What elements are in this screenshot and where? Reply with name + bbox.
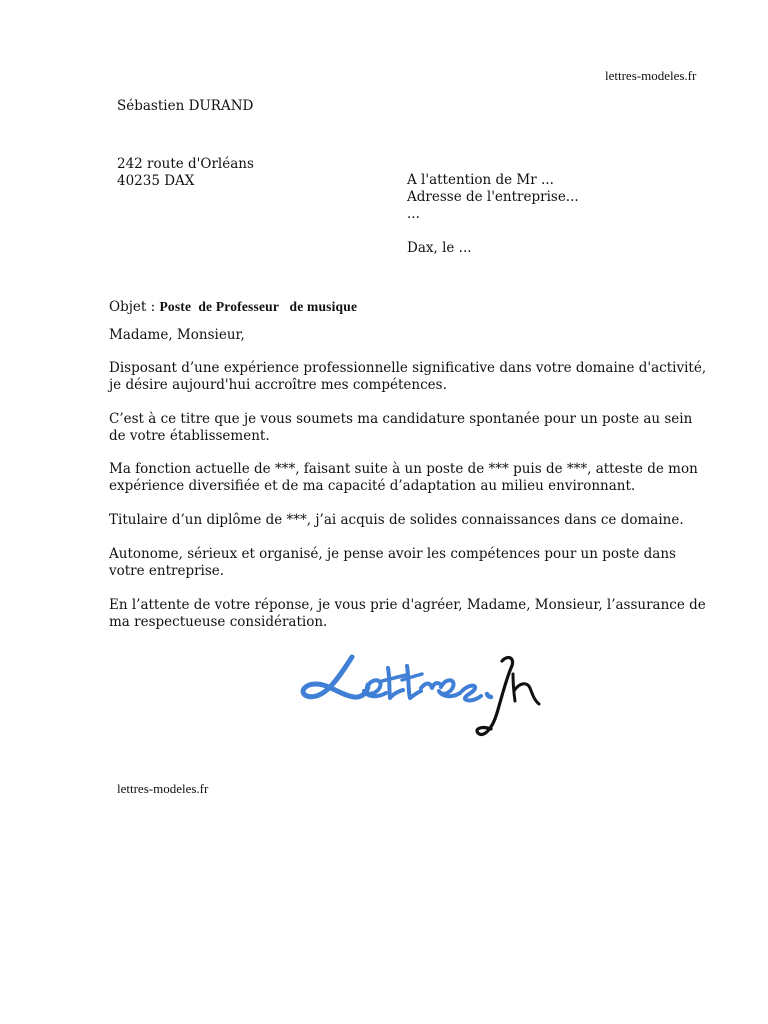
paragraph-candidature: C’est à ce titre que je vous soumets ma candidature spontanée pour un poste au sein de votre établissement. xyxy=(109,411,693,444)
recipient-extra-line: ... xyxy=(407,206,420,222)
paragraph-fonction: Ma fonction actuelle de ***, faisant suite à un poste de *** puis de ***, atteste de mon expérience diversifiée et de ma capacité d’adaptation au milieu environnant. xyxy=(109,461,698,494)
signature-image xyxy=(298,644,543,744)
paragraph-autonome: Autonome, sérieux et organisé, je pense avoir les compétences pour un poste dans votre entreprise. xyxy=(109,546,676,579)
salutation: Madame, Monsieur, xyxy=(109,327,245,343)
header-site-name: lettres-modeles.fr xyxy=(605,68,697,83)
sender-address-line2: 40235 DAX xyxy=(117,173,195,189)
paragraph-closing: En l’attente de votre réponse, je vous prie d'agréer, Madame, Monsieur, l’assurance de ma respectueuse considération. xyxy=(109,597,706,630)
sender-address-line1: 242 route d'Orléans xyxy=(117,156,254,172)
subject-label: Objet : xyxy=(109,299,156,315)
recipient-attention: A l'attention de Mr ... xyxy=(407,172,554,188)
footer-site-name: lettres-modeles.fr xyxy=(117,781,209,796)
recipient-company-address: Adresse de l'entreprise... xyxy=(407,189,579,205)
place-date: Dax, le ... xyxy=(407,240,472,256)
subject-line xyxy=(109,298,357,316)
paragraph-experience: Disposant d’une expérience professionnelle significative dans votre domaine d'activité, je désire aujourd'hui accroître mes compétences. xyxy=(109,360,707,393)
subject-value: Poste de Professeur de musique xyxy=(159,299,358,314)
sender-name: Sébastien DURAND xyxy=(117,98,254,114)
paragraph-diplome: Titulaire d’un diplôme de ***, j’ai acquis de solides connaissances dans ce domaine. xyxy=(109,512,684,528)
